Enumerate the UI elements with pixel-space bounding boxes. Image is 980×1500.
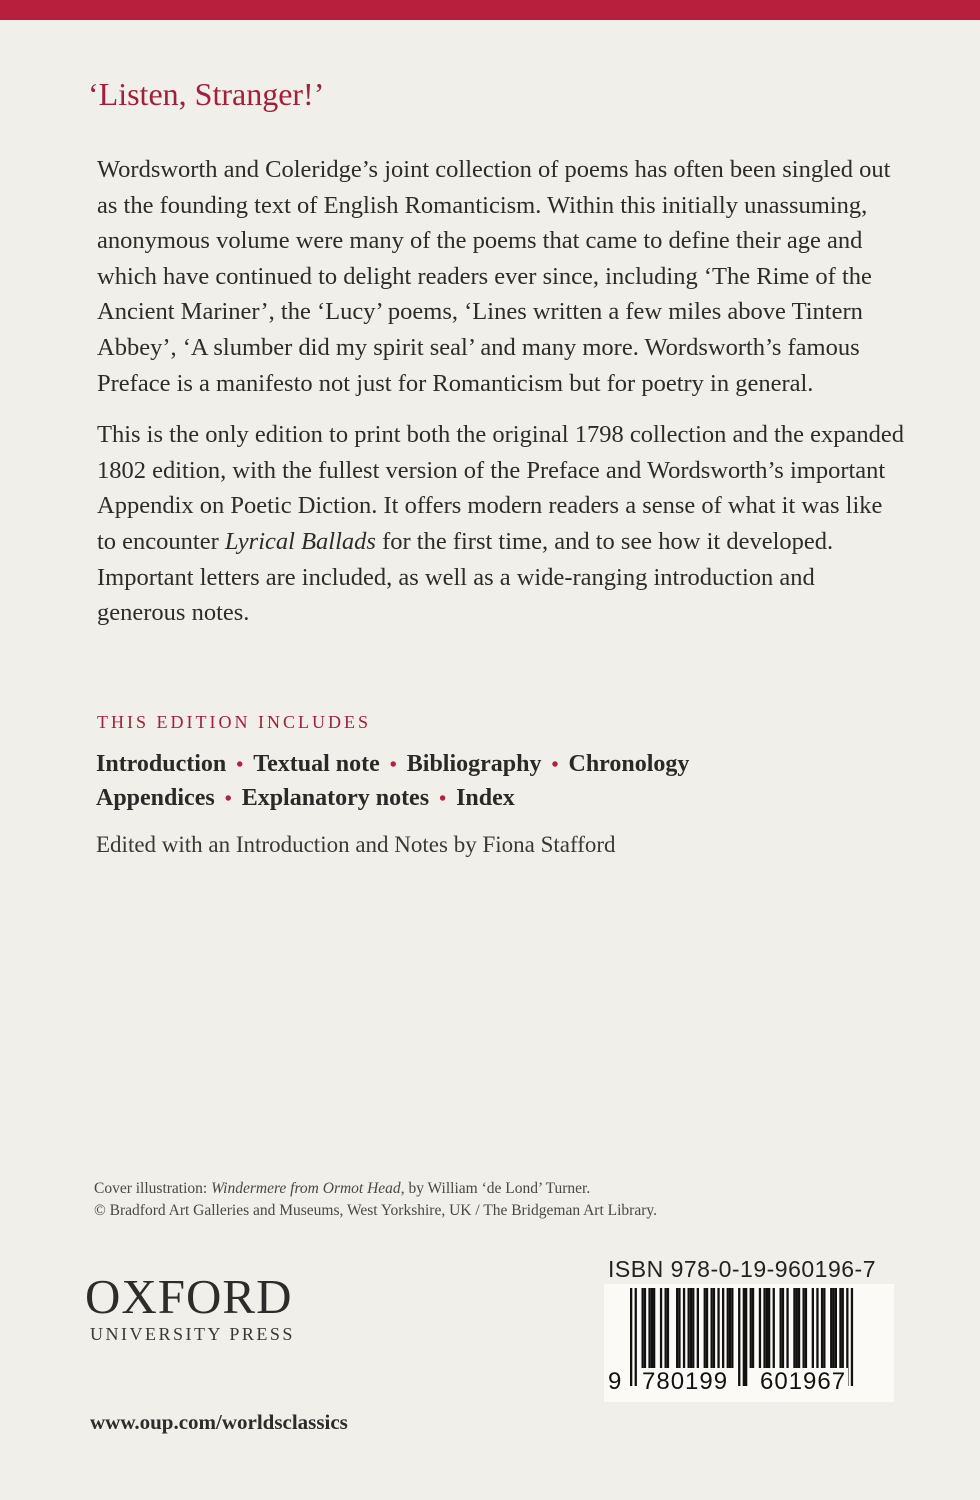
barcode-bar xyxy=(750,1288,752,1368)
barcode-bar xyxy=(667,1288,669,1368)
bullet-icon: • xyxy=(439,788,447,810)
barcode-bar xyxy=(651,1288,653,1368)
edition-includes-heading: THIS EDITION INCLUDES xyxy=(97,712,371,732)
cover-credit-line-1 xyxy=(94,1178,754,1200)
barcode-bar xyxy=(711,1288,713,1368)
publisher-logo-oxford: OXFORD xyxy=(85,1269,293,1324)
barcode-bar xyxy=(823,1288,825,1368)
includes-row-1 xyxy=(96,748,896,782)
barcode-bar xyxy=(830,1288,832,1368)
barcode-bar xyxy=(821,1288,823,1368)
bullet-icon: • xyxy=(389,754,397,776)
barcode-bar xyxy=(782,1288,784,1368)
barcode-bar xyxy=(648,1288,650,1368)
barcode-bar xyxy=(832,1288,834,1368)
includes-item: Introduction xyxy=(96,751,227,777)
tagline: ‘Listen, Stranger!’ xyxy=(88,76,325,112)
credit-suffix: , by William ‘de Lond’ Turner. xyxy=(400,1180,591,1197)
barcode-bar xyxy=(665,1288,667,1368)
barcode-bar xyxy=(743,1288,745,1386)
barcode-bar xyxy=(812,1288,814,1368)
blurb-paragraph-1: Wordsworth and Coleridge’s joint collection of poems has often been singled out as the founding text of English Romanticism. Within this initially unassuming, anonymous volume were many of the poems that came to define their age and which have continued to delight readers ever since, including ‘The Rime of the Ancient Mariner’, the ‘Lucy’ poems, ‘Lines written a few miles above Tintern Abbey’, ‘A slumber did my spirit seal’ and many more. Wordsworth’s famous Preface is a manifesto not just for Romanticism but for poetry in general. xyxy=(97,156,891,397)
barcode-left-digits: 780199 xyxy=(642,1368,729,1395)
isbn-label: ISBN 978-0-19-960196-7 xyxy=(608,1256,876,1282)
publisher-logo-subname: UNIVERSITY PRESS xyxy=(90,1324,295,1344)
barcode-bar xyxy=(692,1288,694,1368)
editor-credit: Edited with an Introduction and Notes by Fiona Stafford xyxy=(96,832,616,857)
barcode-bar xyxy=(798,1288,800,1368)
barcode-bar xyxy=(653,1288,655,1368)
barcode-lead-digit: 9 xyxy=(608,1368,623,1395)
barcode-bar xyxy=(676,1288,678,1368)
includes-item: Appendices xyxy=(96,785,215,811)
barcode-bar xyxy=(688,1288,690,1368)
barcode-bar xyxy=(839,1288,841,1368)
barcode-bar xyxy=(851,1288,853,1386)
includes-item: Bibliography xyxy=(406,751,542,777)
includes-item: Index xyxy=(456,785,515,811)
bullet-icon: • xyxy=(551,754,559,776)
cover-credit-line-2: © Bradford Art Galleries and Museums, West Yorkshire, UK / The Bridgeman Art Library. xyxy=(94,1202,657,1219)
barcode-bar xyxy=(768,1288,770,1368)
publisher-url: www.oup.com/worldsclassics xyxy=(90,1410,348,1434)
includes-item: Textual note xyxy=(253,751,380,777)
barcode-bar xyxy=(752,1288,754,1368)
bullet-icon: • xyxy=(224,788,232,810)
barcode-bar xyxy=(803,1288,805,1368)
barcode-bar xyxy=(835,1288,837,1368)
barcode-bar xyxy=(635,1288,637,1386)
barcode-bar xyxy=(786,1288,788,1368)
barcode-bar xyxy=(816,1288,818,1368)
barcode xyxy=(604,1284,894,1402)
cover-credits xyxy=(94,1178,754,1222)
barcode-bar xyxy=(773,1288,775,1368)
barcode-bar xyxy=(697,1288,699,1368)
credit-prefix: Cover illustration: xyxy=(94,1180,212,1197)
barcode-bar xyxy=(763,1288,765,1368)
barcode-bar xyxy=(780,1288,782,1368)
includes-item: Chronology xyxy=(568,751,690,777)
barcode-bar xyxy=(713,1288,715,1368)
barcode-bar xyxy=(660,1288,662,1368)
barcode-bar xyxy=(704,1288,706,1368)
barcode-bar xyxy=(793,1288,795,1368)
barcode-bar xyxy=(738,1288,740,1386)
bullet-icon: • xyxy=(236,754,244,776)
barcode-bar xyxy=(690,1288,692,1368)
barcode-bar xyxy=(722,1288,724,1368)
barcode-bar xyxy=(644,1288,646,1368)
blurb-paragraph-2 xyxy=(97,417,907,631)
barcode-bar xyxy=(842,1288,844,1368)
barcode-bar xyxy=(727,1288,729,1368)
barcode-bar xyxy=(745,1288,747,1386)
barcode-bar xyxy=(706,1288,708,1368)
includes-row-2 xyxy=(96,782,896,816)
edition-includes-list xyxy=(96,748,896,816)
includes-item: Explanatory notes xyxy=(241,785,430,811)
barcode-bar xyxy=(731,1288,733,1368)
barcode-bar xyxy=(642,1288,644,1368)
barcode-bar xyxy=(630,1288,632,1386)
barcode-right-digits: 601967 xyxy=(760,1368,847,1395)
barcode-bar xyxy=(759,1288,761,1368)
barcode-bar xyxy=(805,1288,807,1368)
top-color-band xyxy=(0,0,980,20)
blurb xyxy=(97,152,907,647)
barcode-bar xyxy=(796,1288,798,1368)
barcode-bar xyxy=(729,1288,731,1368)
blurb-p2-after: for the first time, and to see how it developed. Important letters are included, as well as a wide-ranging introduction and generous notes. xyxy=(97,527,834,627)
blurb-p2-before: This is the only edition to print both the original 1798 collection and the expanded 1802 edition, with the fullest version of the Preface and Wordsworth’s important Appendix on Poetic Diction. It offers modern readers a sense of what it was like to encounter xyxy=(97,421,904,555)
barcode-bar xyxy=(766,1288,768,1368)
book-title-italic: Lyrical Ballads xyxy=(224,527,376,555)
painting-title: Windermere from Ormot Head xyxy=(211,1180,401,1197)
barcode-bar xyxy=(678,1288,680,1368)
barcode-bar xyxy=(717,1288,719,1368)
barcode-bar xyxy=(683,1288,685,1368)
